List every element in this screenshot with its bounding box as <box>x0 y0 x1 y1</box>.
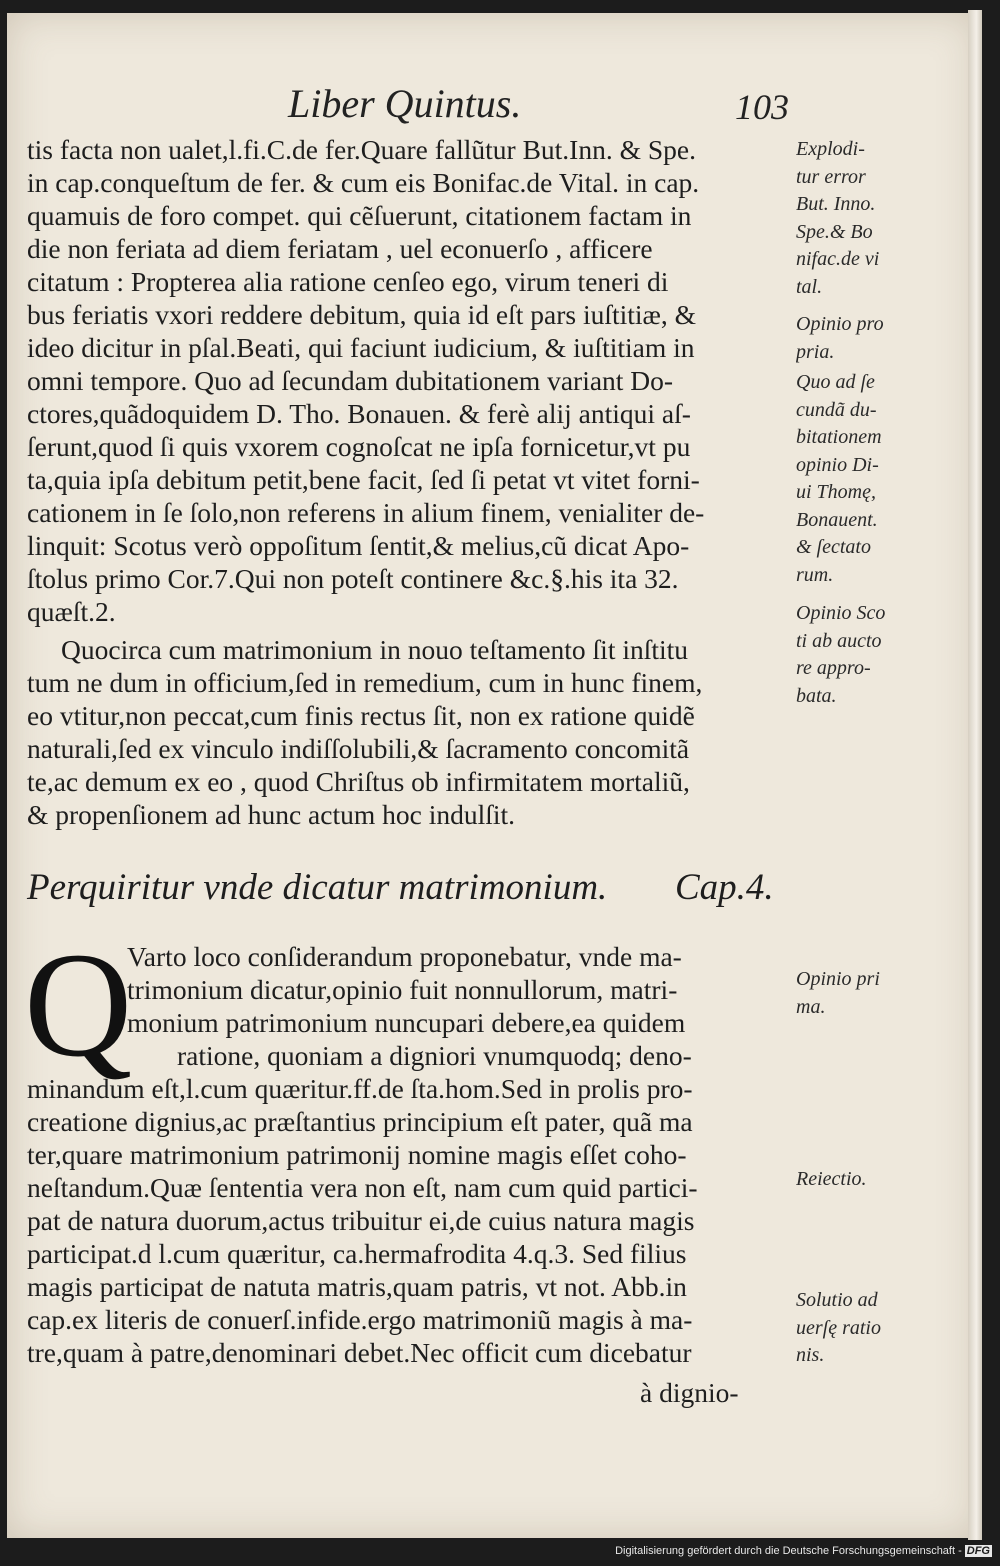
margin-note <box>796 966 971 1021</box>
footer-text: Digitalisierung gefördert durch die Deutsche Forschungsgemeinschaft - <box>615 1545 962 1557</box>
running-header-title: Liber Quintus. <box>288 81 522 126</box>
text-line: tis facta non ualet,l.fi.C.de fer.Quare fallũtur But.Inn. & Spe. <box>27 134 696 165</box>
text-line: tre,quam à patre,denominari debet.Nec officit cum dicebatur <box>27 1337 692 1368</box>
text-line: participat.d l.cum quæritur, ca.hermafrodita 4.q.3. Sed filius <box>27 1238 687 1269</box>
text-line: ſtolus primo Cor.7.Qui non poteſt continere &c.§.his ita 32. <box>27 563 679 594</box>
margin-note-line: Spe.& Bo <box>796 220 873 243</box>
text-line: naturali,ſed ex vinculo indiſſolubili,& ſacramento concomitã <box>27 733 690 764</box>
margin-note-line: nifac.de vi <box>796 248 880 270</box>
catchword: à dignio- <box>640 1377 739 1408</box>
chapter-number: Cap.4. <box>675 867 774 908</box>
margin-note-line: rum. <box>796 563 834 586</box>
margin-note-line: tur error <box>796 165 866 188</box>
text-line: cationem in ſe ſolo,non referens in alium finem, venialiter de- <box>27 497 705 528</box>
text-line: monium patrimonium nuncupari debere,ea quidem <box>127 1007 686 1038</box>
margin-note-line: nis. <box>796 1344 825 1366</box>
margin-note <box>796 369 971 589</box>
margin-note-line: Opinio pri <box>796 968 880 990</box>
text-line: quamuis de foro compet. qui cẽſuerunt, citationem factam in <box>27 200 692 231</box>
margin-note-line: Opinio Sco <box>796 602 886 624</box>
dfg-logo: DFG <box>966 1545 990 1557</box>
margin-note-line: Reiectio. <box>796 1168 867 1190</box>
text-line: cap.ex literis de conuerſ.infide.ergo matrimoniũ magis à ma- <box>27 1304 693 1335</box>
text-line: Quocirca cum matrimonium in nouo teſtamento ſit inſtitu <box>61 634 689 665</box>
margin-note-line: ui Thomę, <box>796 481 876 503</box>
text-line: quæſt.2. <box>27 596 116 627</box>
text-line: in cap.conqueſtum de fer. & cum eis Bonifac.de Vital. in cap. <box>27 167 700 198</box>
margin-note-line: Explodi- <box>796 138 865 160</box>
margin-note-line: cundã du- <box>796 398 877 421</box>
text-line: neſtandum.Quæ ſententia vera non eſt, nam cum quid partici- <box>27 1172 698 1203</box>
text-line: citatum : Propterea alia ratione cenſeo ego, virum teneri di <box>27 266 669 297</box>
text-line: eo vtitur,non peccat,cum finis rectus ſit, non ex ratione quidẽ <box>27 700 695 731</box>
margin-note-line: uerſę ratio <box>796 1316 881 1339</box>
chapter-heading: Perquiritur vnde dicatur matrimonium. <box>27 867 608 908</box>
text-line: pat de natura duorum,actus tribuitur ei,de cuius natura magis <box>27 1205 695 1236</box>
text-line: ſerunt,quod ſi quis vxorem cognoſcat ne ipſa fornicetur,vt pu <box>27 431 691 462</box>
margin-note <box>796 600 971 710</box>
text-line: ctores,quãdoquidem D. Tho. Bonauen. & ferè alij antiqui aſ- <box>27 398 691 429</box>
text-line: magis participat de natuta matris,quam patris, vt not. Abb.in <box>27 1271 687 1302</box>
text-line: ratione, quoniam a digniori vnumquodq; deno- <box>177 1040 692 1071</box>
body-paragraph-2 <box>27 633 792 831</box>
text-line: Varto loco conſiderandum proponebatur, vnde ma- <box>127 941 682 972</box>
margin-note-line: & ſectato <box>796 536 871 558</box>
funding-footer <box>615 1545 992 1557</box>
margin-note-line: bata. <box>796 684 837 707</box>
margin-note-line: ti ab aucto <box>796 629 882 652</box>
text-line: & propenſionem ad hunc actum hoc indulſit. <box>27 799 516 830</box>
margin-note <box>796 136 971 301</box>
margin-note-line: But. Inno. <box>796 193 876 215</box>
margin-note-line: Opinio pro <box>796 313 884 335</box>
text-line: ter,quare matrimonium patrimonij nomine magis eſſet coho- <box>27 1139 687 1170</box>
page-number: 103 <box>735 87 789 127</box>
text-line: minandum eſt,l.cum quæritur.ff.de ſta.hom.Sed in prolis pro- <box>27 1073 693 1104</box>
text-line: bus feriatis vxori reddere debitum, quia id eſt pars iuſtitiæ, & <box>27 299 697 330</box>
text-line: tum ne dum in officium,ſed in remedium, cum in hunc finem, <box>27 667 703 698</box>
text-line: creatione dignius,ac præſtantius principium eſt pater, quã ma <box>27 1106 693 1137</box>
body-paragraph-1 <box>27 133 792 628</box>
margin-note-line: Solutio ad <box>796 1289 878 1311</box>
text-line: omni tempore. Quo ad ſecundam dubitationem variant Do- <box>27 365 674 396</box>
text-line: die non feriata ad diem feriatam , uel econuerſo , afficere <box>27 233 653 264</box>
margin-note-line: bitationem <box>796 426 882 448</box>
margin-note-line: opinio Di- <box>796 453 879 476</box>
margin-note <box>796 311 971 366</box>
text-line: ideo dicitur in pſal.Beati, qui faciunt iudicium, & iuſtitiam in <box>27 332 695 363</box>
text-line: te,ac demum ex eo , quod Chriſtus ob infirmitatem mortaliũ, <box>27 766 690 797</box>
drop-cap: Q <box>24 922 133 1088</box>
text-line: trimonium dicatur,opinio fuit nonnullorum, matri- <box>127 974 678 1005</box>
margin-note-line: Quo ad ſe <box>796 371 875 393</box>
margin-note-line: Bonauent. <box>796 508 878 531</box>
margin-note-line: tal. <box>796 275 823 298</box>
margin-note-line: re appro- <box>796 657 871 679</box>
margin-note-line: pria. <box>796 340 835 363</box>
text-line: linquit: Scotus verò oppoſitum ſentit,& melius,cũ dicat Apo- <box>27 530 690 561</box>
margin-note <box>796 1166 971 1194</box>
margin-note-line: ma. <box>796 995 826 1018</box>
body-paragraph-3 <box>27 940 792 1369</box>
text-line: ta,quia ipſa debitum petit,bene facit, ſed ſi petat vt vitet forni- <box>27 464 700 495</box>
margin-note <box>796 1287 971 1370</box>
